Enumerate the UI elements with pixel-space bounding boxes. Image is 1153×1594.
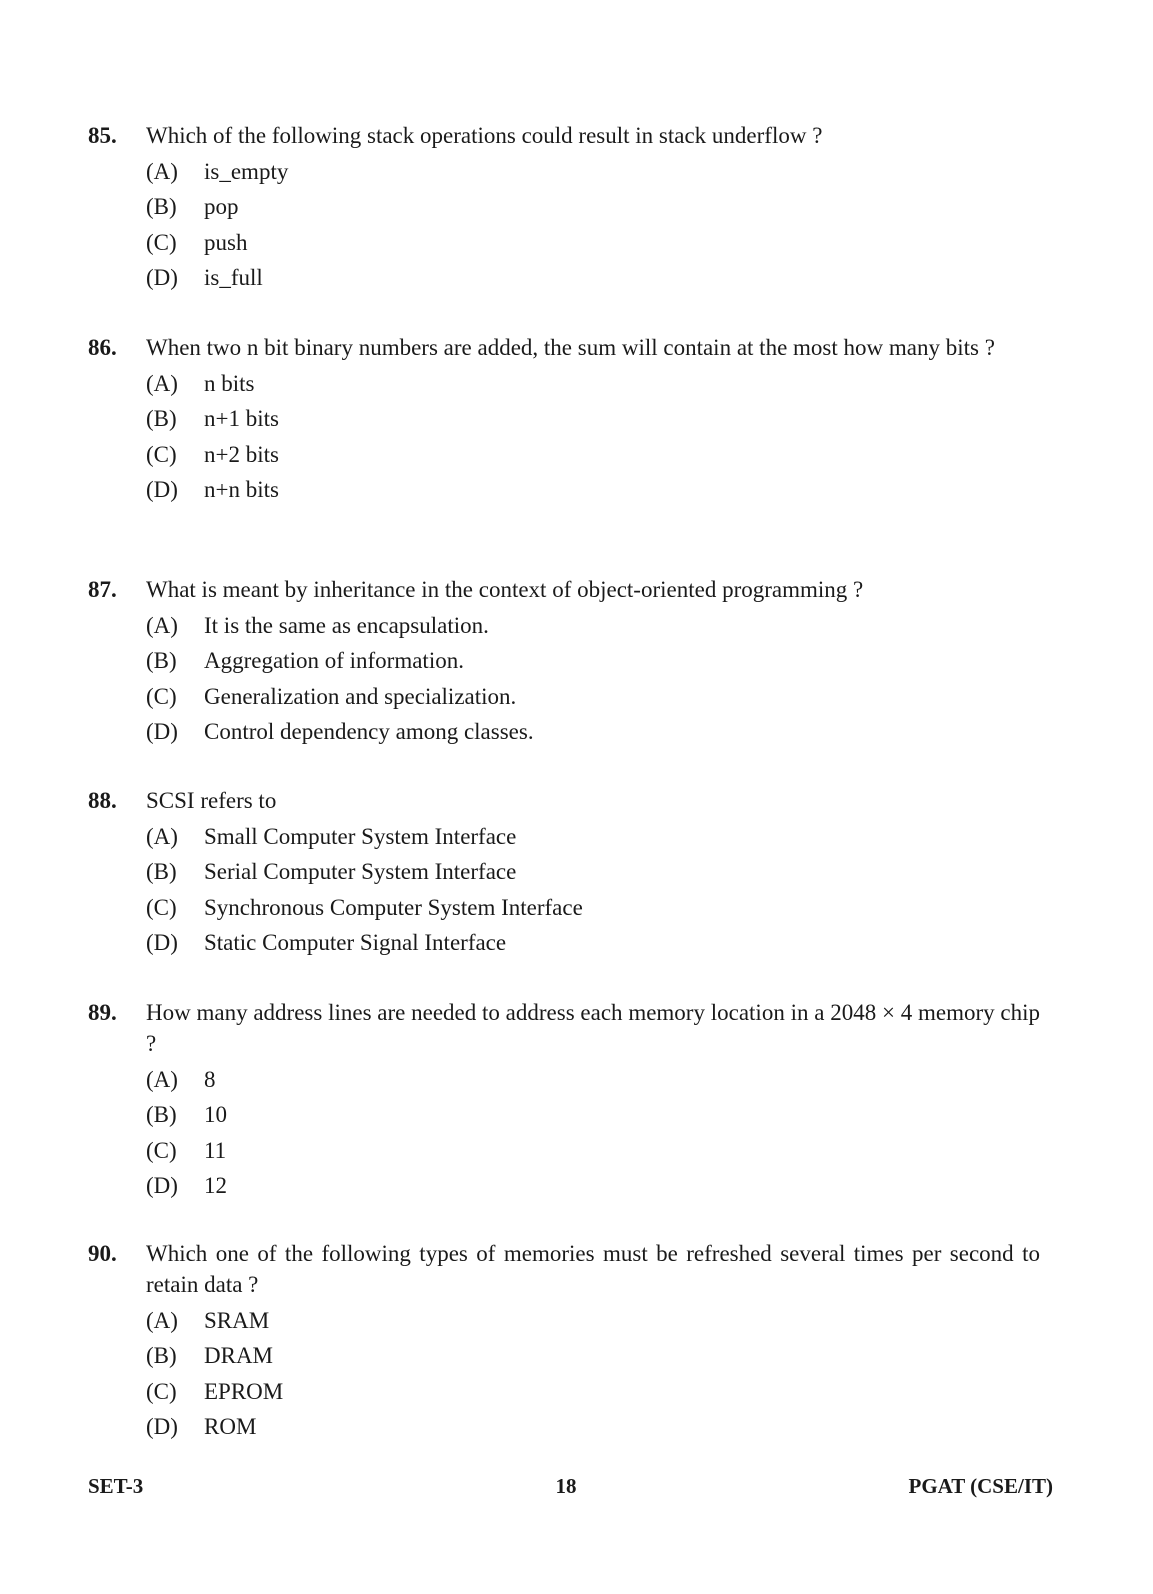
- option-text: SRAM: [204, 1308, 270, 1333]
- option-letter: (B): [146, 1343, 177, 1369]
- option-c: [146, 437, 1040, 472]
- options-list: [146, 154, 1040, 295]
- options-list: [146, 1062, 1040, 1203]
- option-text: Control dependency among classes.: [204, 718, 534, 744]
- question-number: 90.: [88, 1241, 117, 1266]
- option-letter: (D): [146, 476, 178, 502]
- option-d: [146, 1168, 1040, 1203]
- question-86: [88, 332, 1040, 507]
- question-text: What is meant by inheritance in the context of object-oriented programming ?: [146, 577, 864, 602]
- option-text: Small Computer System Interface: [204, 824, 517, 849]
- option-a: [146, 819, 1040, 854]
- option-text: n+n bits: [204, 476, 279, 502]
- question-number: 85.: [88, 123, 117, 148]
- option-c: [146, 1374, 1040, 1409]
- option-a: [146, 366, 1040, 401]
- option-text: n bits: [204, 371, 255, 396]
- option-letter: (D): [146, 1172, 178, 1198]
- option-b: [146, 189, 1040, 224]
- option-c: [146, 1133, 1040, 1168]
- option-letter: (A): [146, 1067, 178, 1092]
- option-text: 8: [204, 1067, 216, 1092]
- option-a: [146, 1062, 1040, 1097]
- page-number: 18: [555, 1474, 577, 1498]
- option-text: n+2 bits: [204, 441, 279, 467]
- option-b: [146, 401, 1040, 436]
- option-b: [146, 643, 1040, 678]
- option-letter: (C): [146, 441, 177, 467]
- question-number: 87.: [88, 577, 117, 602]
- option-b: [146, 1097, 1040, 1132]
- option-letter: (D): [146, 929, 178, 955]
- option-text: is_full: [204, 264, 263, 290]
- option-text: It is the same as encapsulation.: [204, 613, 489, 638]
- option-text: Static Computer Signal Interface: [204, 929, 507, 955]
- option-d: [146, 260, 1040, 295]
- question-text: When two n bit binary numbers are added, the sum will contain at the most how many bits ?: [146, 335, 995, 360]
- set-label: SET-3: [88, 1474, 144, 1498]
- option-text: EPROM: [204, 1378, 284, 1404]
- option-letter: (D): [146, 264, 178, 290]
- question-88: [88, 785, 1040, 960]
- page-footer: [88, 1472, 1053, 1500]
- options-list: [146, 608, 1040, 749]
- option-letter: (C): [146, 894, 177, 920]
- options-list: [146, 1303, 1040, 1444]
- option-c: [146, 890, 1040, 925]
- option-text: DRAM: [204, 1343, 274, 1369]
- option-text: 12: [204, 1172, 227, 1198]
- option-letter: (B): [146, 194, 177, 220]
- option-b: [146, 1338, 1040, 1373]
- option-a: [146, 1303, 1040, 1338]
- option-letter: (B): [146, 648, 177, 674]
- option-letter: (A): [146, 613, 178, 638]
- option-a: [146, 608, 1040, 643]
- option-letter: (A): [146, 824, 178, 849]
- option-text: Generalization and specialization.: [204, 683, 517, 709]
- options-list: [146, 366, 1040, 507]
- option-text: Serial Computer System Interface: [204, 859, 517, 885]
- option-letter: (D): [146, 1413, 178, 1439]
- option-text: n+1 bits: [204, 406, 279, 432]
- option-text: Synchronous Computer System Interface: [204, 894, 583, 920]
- option-c: [146, 679, 1040, 714]
- options-list: [146, 819, 1040, 960]
- question-text: Which of the following stack operations could result in stack underflow ?: [146, 123, 823, 148]
- option-letter: (C): [146, 1137, 177, 1163]
- option-d: [146, 714, 1040, 749]
- option-letter: (D): [146, 718, 178, 744]
- option-text: ROM: [204, 1413, 257, 1439]
- option-a: [146, 154, 1040, 189]
- option-text: 10: [204, 1102, 227, 1128]
- question-text: How many address lines are needed to address each memory location in a 2048 × 4 memory chip ?: [146, 1000, 1040, 1056]
- question-89: [88, 997, 1040, 1203]
- option-letter: (C): [146, 229, 177, 255]
- option-b: [146, 854, 1040, 889]
- question-text: Which one of the following types of memories must be refreshed several times per second to retain data ?: [146, 1241, 1040, 1297]
- option-c: [146, 225, 1040, 260]
- option-d: [146, 472, 1040, 507]
- question-number: 89.: [88, 1000, 117, 1025]
- option-d: [146, 925, 1040, 960]
- option-letter: (B): [146, 1102, 177, 1128]
- option-text: Aggregation of information.: [204, 648, 464, 674]
- option-letter: (B): [146, 406, 177, 432]
- question-87: [88, 574, 1040, 749]
- option-text: is_empty: [204, 159, 289, 184]
- option-letter: (A): [146, 159, 178, 184]
- option-text: push: [204, 229, 248, 255]
- question-number: 86.: [88, 335, 117, 360]
- question-text: SCSI refers to: [146, 788, 277, 813]
- question-90: [88, 1238, 1040, 1444]
- paper-code: PGAT (CSE/IT): [908, 1474, 1053, 1498]
- option-letter: (B): [146, 859, 177, 885]
- option-text: pop: [204, 194, 239, 220]
- option-d: [146, 1409, 1040, 1444]
- question-number: 88.: [88, 788, 117, 813]
- option-text: 11: [204, 1137, 227, 1163]
- option-letter: (C): [146, 683, 177, 709]
- option-letter: (A): [146, 1308, 178, 1333]
- option-letter: (A): [146, 371, 178, 396]
- option-letter: (C): [146, 1378, 177, 1404]
- question-85: [88, 120, 1040, 295]
